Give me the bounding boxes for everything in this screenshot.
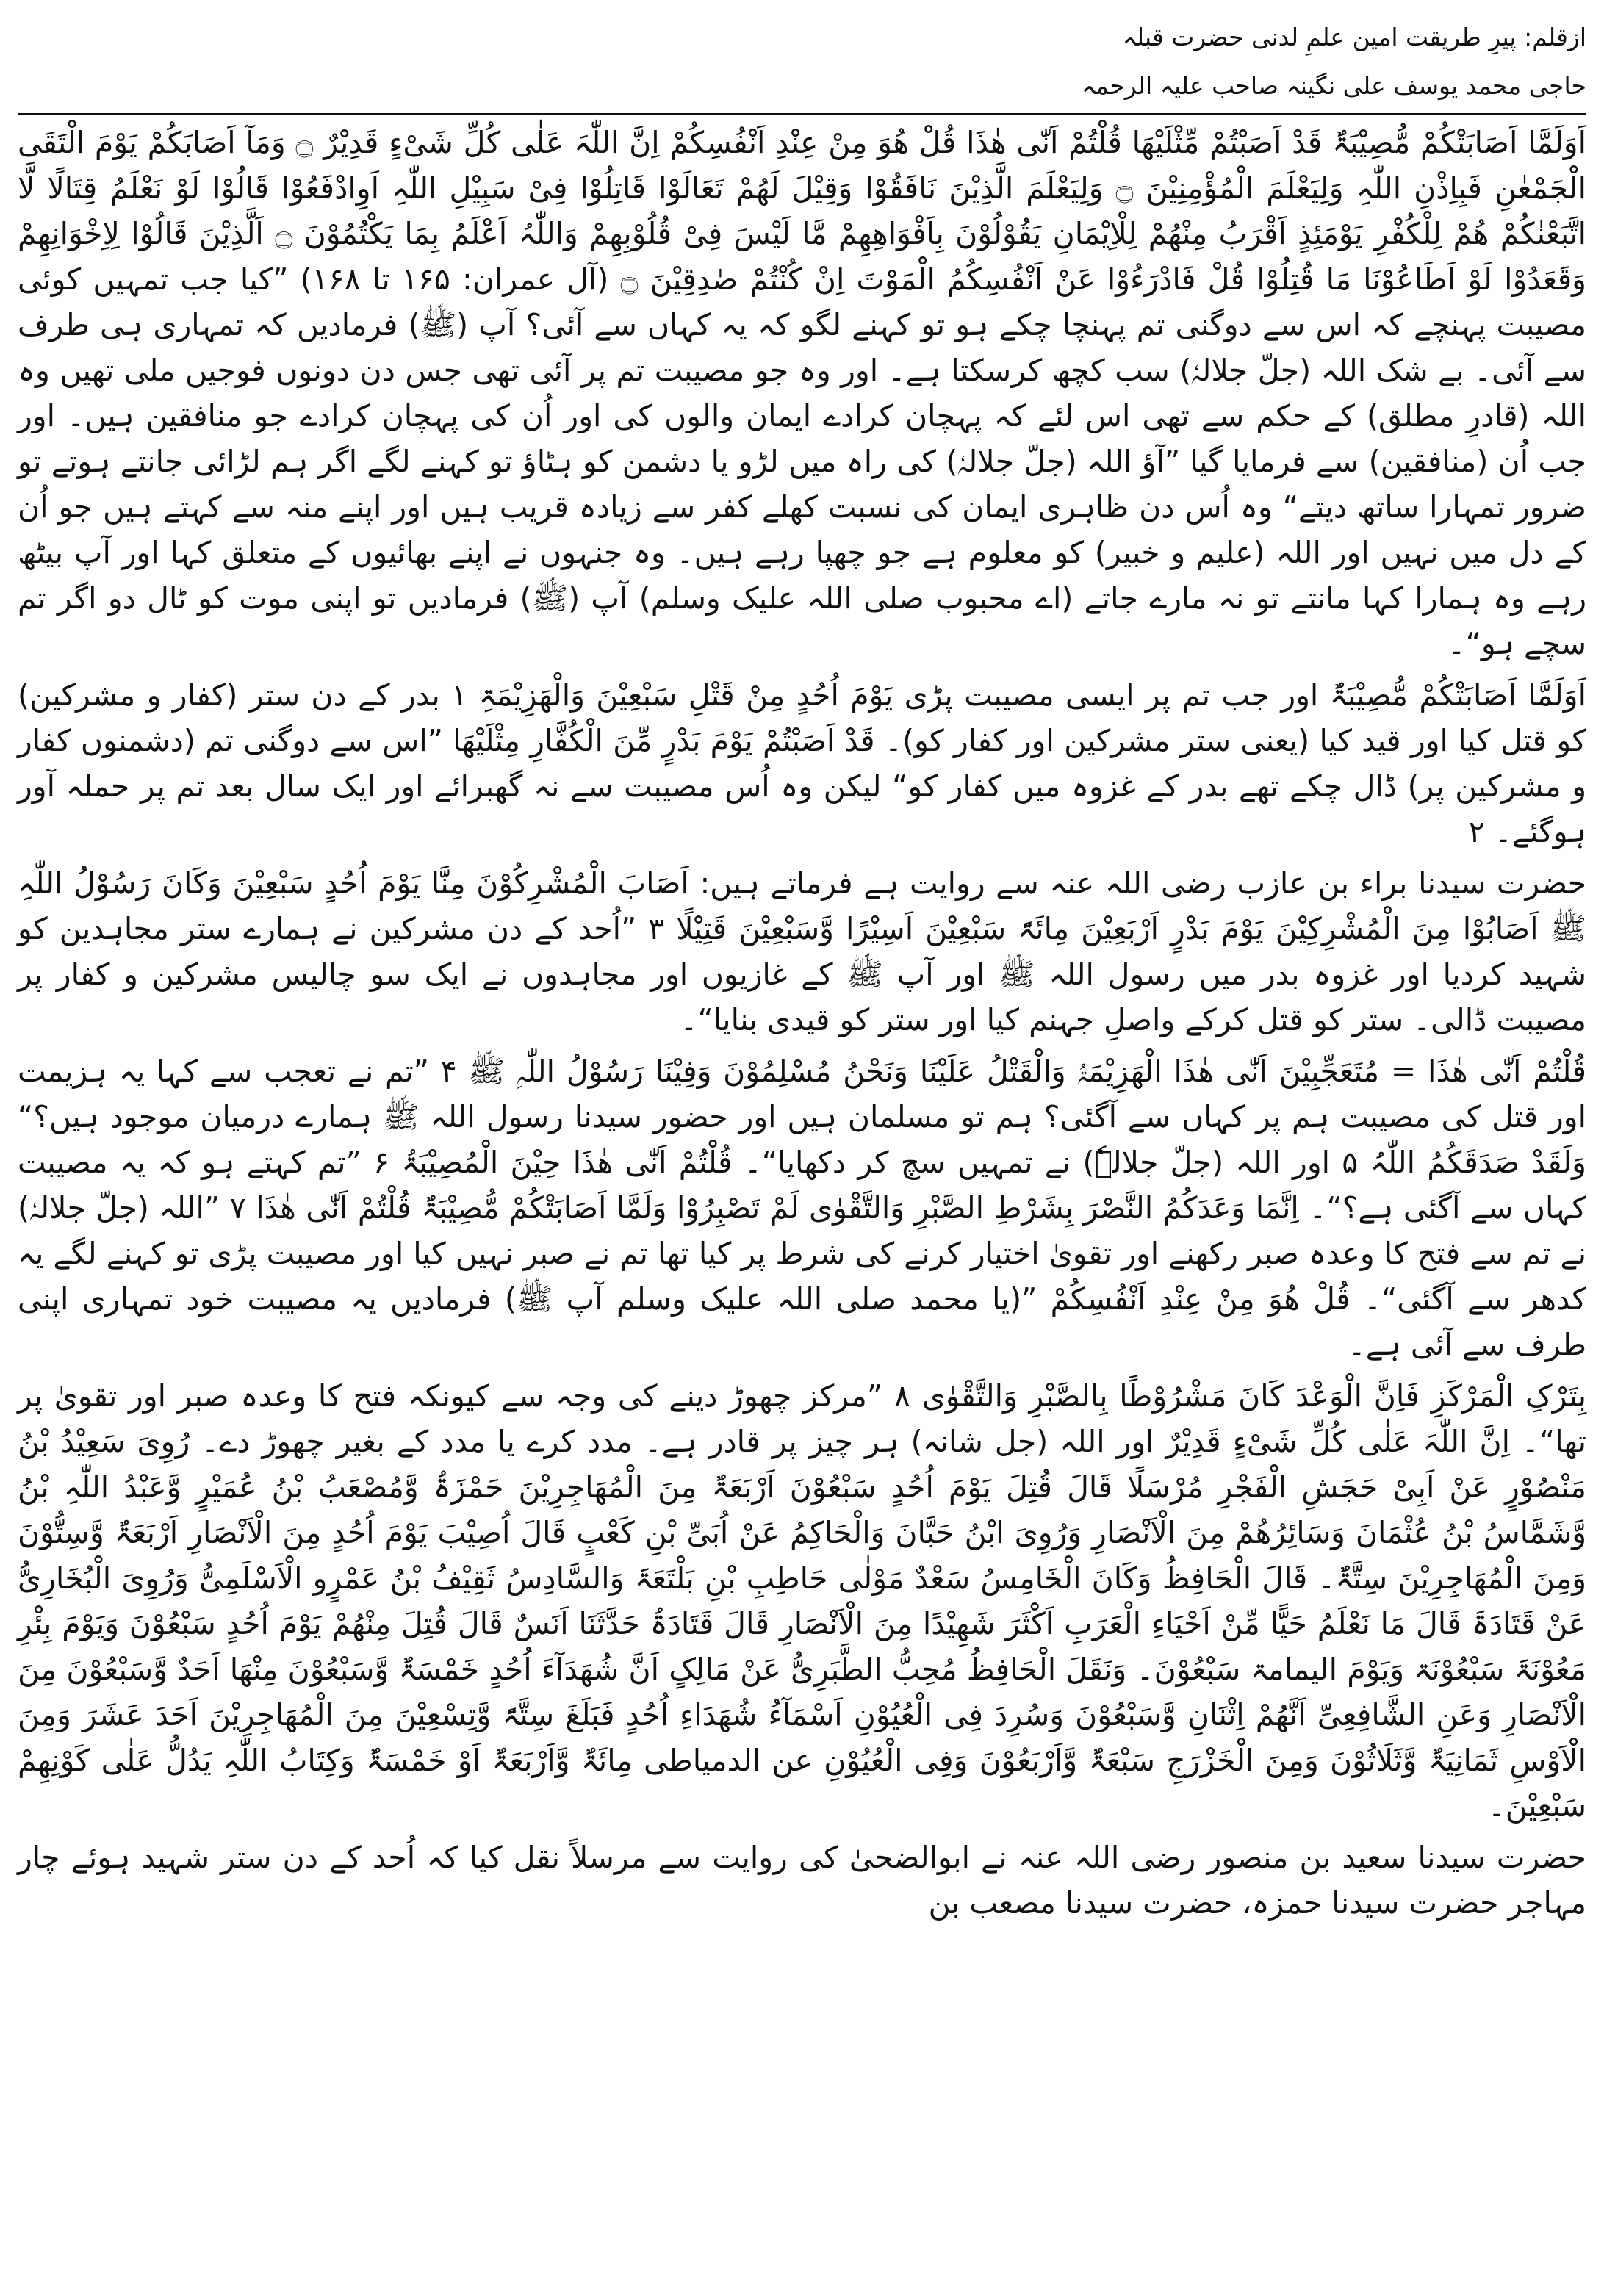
author-line-2: حاجی محمد یوسف علی نگینہ صاحب علیہ الرحمہ — [1081, 71, 1586, 100]
paragraph-qultum-anna-hadha: قُلْتُمْ اَنّٰی ھٰذَا = مُتَعَجِّبِیْنَ اَنّٰی ھٰذَا الْھَزِیْمَۃُ وَالْقَتْلُ عَلَیْنَا وَنَحْنُ مُسْلِمُوْنَ وَفِیْنَا رَسُوْلُ اللّٰہِ ﷺ ۴ ”تم نے تعجب سے کہا یہ ہزیمت اور قتل کی مصیبت ہم پر کہاں سے آگئی؟ ہم تو مسلمان ہیں اور حضور سیدنا رسول اللہ ﷺ ہمارے درمیان موجود ہیں؟“ وَلَقَدْ صَدَقَکُمُ اللّٰہُ ۵ اور اللہ (جلّ جلالہٗ) نے تمہیں سچ کر دکھایا“۔ قُلْتُمْ اَنّٰی ھٰذَا حِیْنَ الْمُصِیْبَۃُ ۶ ”تم کہتے ہو کہ یہ مصیبت کہاں سے آگئی ہے؟“۔ اِنَّمَا وَعَدَکُمُ النَّصْرَ بِشَرْطِ الصَّبْرِ وَالتَّقْوٰی لَمْ تَصْبِرُوْا وَلَمَّا اَصَابَتْکُمْ مُّصِیْبَۃٌ قُلْتُمْ اَنّٰی ھٰذَا ۷ ”اللہ (جلّ جلالہٗ) نے تم سے فتح کا وعدہ صبر رکھنے اور تقویٰ اختیار کرنے کی شرط پر کیا تھا تم نے صبر نہیں کیا اور مصیبت پڑی تو کہنے لگے یہ کدھر سے آگئی“۔ قُلْ ھُوَ مِنْ عِنْدِ اَنْفُسِکُمْ ”(یا محمد صلی اللہ علیک وسلم آپ ﷺ) فرمادیں یہ مصیبت خود تمہاری اپنی طرف سے آئی ہے۔ — [18, 1054, 1586, 1362]
author-header — [18, 13, 1586, 110]
paragraph-saeed-bin-mansoor: حضرت سیدنا سعید بن منصور رضی اللہ عنہ نے ابوالضحیٰ کی روایت سے مرسلاً نقل کیا کہ اُحد کے دن ستر شہید ہوئے چار مہاجر حضرت سیدنا حمزہ، حضرت سیدنا مصعب بن — [18, 1840, 1586, 1921]
paragraph-badr-explanation: اَوَلَمَّا اَصَابَتْکُمْ مُّصِیْبَۃٌ اور جب تم پر ایسی مصیبت پڑی یَوْمَ اُحُدٍ مِنْ قَتْلِ سَبْعِیْنَ وَالْھَزِیْمَۃِ ۱ بدر کے دن ستر (کفار و مشرکین) کو قتل کیا اور قید کیا (یعنی ستر مشرکین اور کفار کو)۔ قَدْ اَصَبْتُمْ یَوْمَ بَدْرٍ مِّنَ الْکُفَّارِ مِثْلَیْھَا ”اس سے دوگنی تم (دشمنوں کفار و مشرکین پر) ڈال چکے تھے بدر کے غزوہ میں کفار کو“ لیکن وہ اُس مصیبت سے نہ گھبرائے اور ایک سال بعد تم پر حملہ آور ہوگئے۔ ۲ — [18, 677, 1586, 849]
paragraph-bara-narration: حضرت سیدنا براء بن عازب رضی اللہ عنہ سے روایت ہے فرماتے ہیں: اَصَابَ الْمُشْرِکُوْنَ مِنَّا یَوْمَ اُحُدٍ سَبْعِیْنَ وَکَانَ رَسُوْلُ اللّٰہِ ﷺ اَصَابُوْا مِنَ الْمُشْرِکِیْنَ یَوْمَ بَدْرٍ اَرْبَعِیْنَ مِائَۃً سَبْعِیْنَ اَسِیْرًا وَّسَبْعِیْنَ قَتِیْلًا ۳ ”اُحد کے دن مشرکین نے ہمارے ستر مجاہدین کو شہید کردیا اور غزوہ بدر میں رسول اللہ ﷺ اور آپ ﷺ کے غازیوں اور مجاہدوں نے ایک سو چالیس مشرکین و کفار پر مصیبت ڈالی۔ ستر کو قتل کرکے واصلِ جہنم کیا اور ستر کو قیدی بنایا“۔ — [18, 866, 1586, 1037]
paragraph-tark-al-markaz: بِتَرْکِ الْمَرْکَزِ فَاِنَّ الْوَعْدَ کَانَ مَشْرُوْطًا بِالصَّبْرِ وَالتَّقْوٰی ۸ ”مرکز چھوڑ دینے کی وجہ سے کیونکہ فتح کا وعدہ صبر اور تقویٰ پر تھا“۔ اِنَّ اللّٰہَ عَلٰی کُلِّ شَیْءٍ قَدِیْرٌ اور اللہ (جل شانہ) ہر چیز پر قادر ہے۔ مدد کرے یا مدد کے بغیر چھوڑ دے۔ رُوِیَ سَعِیْدُ بْنُ مَنْصُوْرٍ عَنْ اَبِیْ حَجَشِ الْفَجْرِ مُرْسَلًا قَالَ قُتِلَ یَوْمَ اُحُدٍ سَبْعُوْنَ اَرْبَعَۃٌ مِنَ الْمُھَاجِرِیْنَ حَمْزَۃُ وَّمُصْعَبُ بْنُ عُمَیْرٍ وَّعَبْدُ اللّٰہِ بْنُ وَّشَمَّاسُ بْنُ عُثْمَانَ وَسَائِرُھُمْ مِنَ الْاَنْصَارِ وَرُوِیَ ابْنُ حَبَّانَ وَالْحَاکِمُ عَنْ اُبَیِّ بْنِ کَعْبٍ قَالَ اُصِیْبَ یَوْمَ اُحُدٍ مِنَ الْاَنْصَارِ اَرْبَعَۃٌ وَّسِتُّوْنَ وَمِنَ الْمُھَاجِرِیْنَ سِتَّۃٌ۔ قَالَ الْحَافِظُ وَکَانَ الْخَامِسُ سَعْدٌ مَوْلٰی حَاطِبِ بْنِ بَلْتَعَۃَ وَالسَّادِسُ ثَقِیْفُ بْنُ عَمْرٍو الْاَسْلَمِیُّ وَرُوِیَ الْبُخَارِیُّ عَنْ قَتَادَۃَ قَالَ مَا نَعْلَمُ حَیًّا مِّنْ اَحْیَاءِ الْعَرَبِ اَکْثَرَ شَھِیْدًا مِنَ الْاَنْصَارِ قَالَ قَتَادَۃُ حَدَّثَنَا اَنَسٌ قَالَ قُتِلَ مِنْھُمْ یَوْمَ اُحُدٍ سَبْعُوْنَ وَیَوْمَ بِئْرِ مَعُوْنَۃَ سَبْعُوْنَۃ وَیَوْمَ الیمامۃ سَبْعُوْنَ۔ وَنَقَلَ الْحَافِظُ مُحِبُّ الطَّبَرِیُّ عَنْ مَالِکٍ اَنَّ شُھَدَآءَ اُحُدٍ خَمْسَۃٌ وَّسَبْعُوْنَ مِنْھَا اَحَدٌ وَّسَبْعُوْنَ مِنَ الْاَنْصَارِ وَعَنِ الشَّافِعِیِّ اَنَّھُمْ اِثْنَانِ وَّسَبْعُوْنَ وَسُرِدَ فِی الْعُیُوْنِ اَسْمَآءُ شُھَدَاءِ اُحُدٍ فَبَلَغَ سِتَّۃً وَّتِسْعِیْنَ مِنَ الْمُھَاجِرِیْنَ اَحَدَ عَشَرَ وَمِنَ الْاَوْسِ ثَمَانِیَۃٌ وَّثَلَاثُوْنَ وَمِنَ الْخَزْرَجِ سَبْعَۃٌ وَّاَرْبَعُوْنَ وَفِی الْعُیُوْنِ عن الدمیاطی مِائَۃٌ وَّاَرْبَعَۃٌ اَوْ خَمْسَۃٌ وَکِتَابُ اللّٰہِ یَدُلُّ عَلٰی کَوْنِھِمْ سَبْعِیْنَ۔ — [18, 1378, 1586, 1824]
header-divider — [18, 113, 1586, 115]
author-line-1: ازقلم: پیرِ طریقت امین علمِ لدنی حضرت قبلہ — [1122, 23, 1586, 51]
paragraph-quran-verses: اَوَلَمَّا اَصَابَتْکُمْ مُّصِیْبَۃٌ قَدْ اَصَبْتُمْ مِّثْلَیْھَا قُلْتُمْ اَنّٰی ھٰذَا قُلْ ھُوَ مِنْ عِنْدِ اَنْفُسِکُمْ اِنَّ اللّٰہَ عَلٰی کُلِّ شَیْءٍ قَدِیْرٌ ۝ وَمَآ اَصَابَکُمْ یَوْمَ الْتَقَی الْجَمْعٰنِ فَبِاِذْنِ اللّٰہِ وَلِیَعْلَمَ الْمُؤْمِنِیْنَ ۝ وَلِیَعْلَمَ الَّذِیْنَ نَافَقُوْا وَقِیْلَ لَھُمْ تَعَالَوْا قَاتِلُوْا فِیْ سَبِیْلِ اللّٰہِ اَوِادْفَعُوْا قَالُوْا لَوْ نَعْلَمُ قِتَالًا لَّا اتَّبَعْنٰکُمْ ھُمْ لِلْکُفْرِ یَوْمَئِذٍ اَقْرَبُ مِنْھُمْ لِلْاِیْمَانِ یَقُوْلُوْنَ بِاَفْوَاھِھِمْ مَّا لَیْسَ فِیْ قُلُوْبِھِمْ وَاللّٰہُ اَعْلَمُ بِمَا یَکْتُمُوْنَ ۝ اَلَّذِیْنَ قَالُوْا لِاِخْوَانِھِمْ وَقَعَدُوْا لَوْ اَطَاعُوْنَا مَا قُتِلُوْا قُلْ فَادْرَءُوْا عَنْ اَنْفُسِکُمُ الْمَوْتَ اِنْ کُنْتُمْ صٰدِقِیْنَ ۝ (آل عمران: ۱۶۵ تا ۱۶۸) ”کیا جب تمہیں کوئی مصیبت پہنچے کہ اس سے دوگنی تم پہنچا چکے ہو تو کہنے لگو کہ یہ کہاں سے آئی؟ آپ (ﷺ) فرمادیں کہ تمہاری ہی طرف سے آئی۔ بے شک اللہ (جلّ جلالہٗ) سب کچھ کرسکتا ہے۔ اور وہ جو مصیبت تم پر آئی تھی جس دن دونوں فوجیں ملی تھیں وہ اللہ (قادرِ مطلق) کے حکم سے تھی اس لئے کہ پہچان کرادے ایمان والوں کی اور اُن کی پہچان کرادے جو منافقین ہیں۔ اور جب اُن (منافقین) سے فرمایا گیا ”آؤ اللہ (جلّ جلالہٗ) کی راہ میں لڑو یا دشمن کو ہٹاؤ تو کہنے لگے اگر ہم لڑائی جانتے ہوتے تو ضرور تمہارا ساتھ دیتے“ وہ اُس دن ظاہری ایمان کی نسبت کھلے کفر سے زیادہ قریب ہیں اور اپنے منہ سے کہتے ہیں جو اُن کے دل میں نہیں اور اللہ (علیم و خبیر) کو معلوم ہے جو چھپا رہے ہیں۔ وہ جنہوں نے اپنے بھائیوں کے متعلق کہا اور آپ بیٹھ رہے وہ ہمارا کہا مانتے تو نہ مارے جاتے (اے محبوب صلی اللہ علیک وسلم) آپ (ﷺ) فرمادیں تو اپنی موت کو ٹال دو اگر تم سچے ہو“۔ — [18, 125, 1586, 661]
article-body — [18, 120, 1586, 1926]
